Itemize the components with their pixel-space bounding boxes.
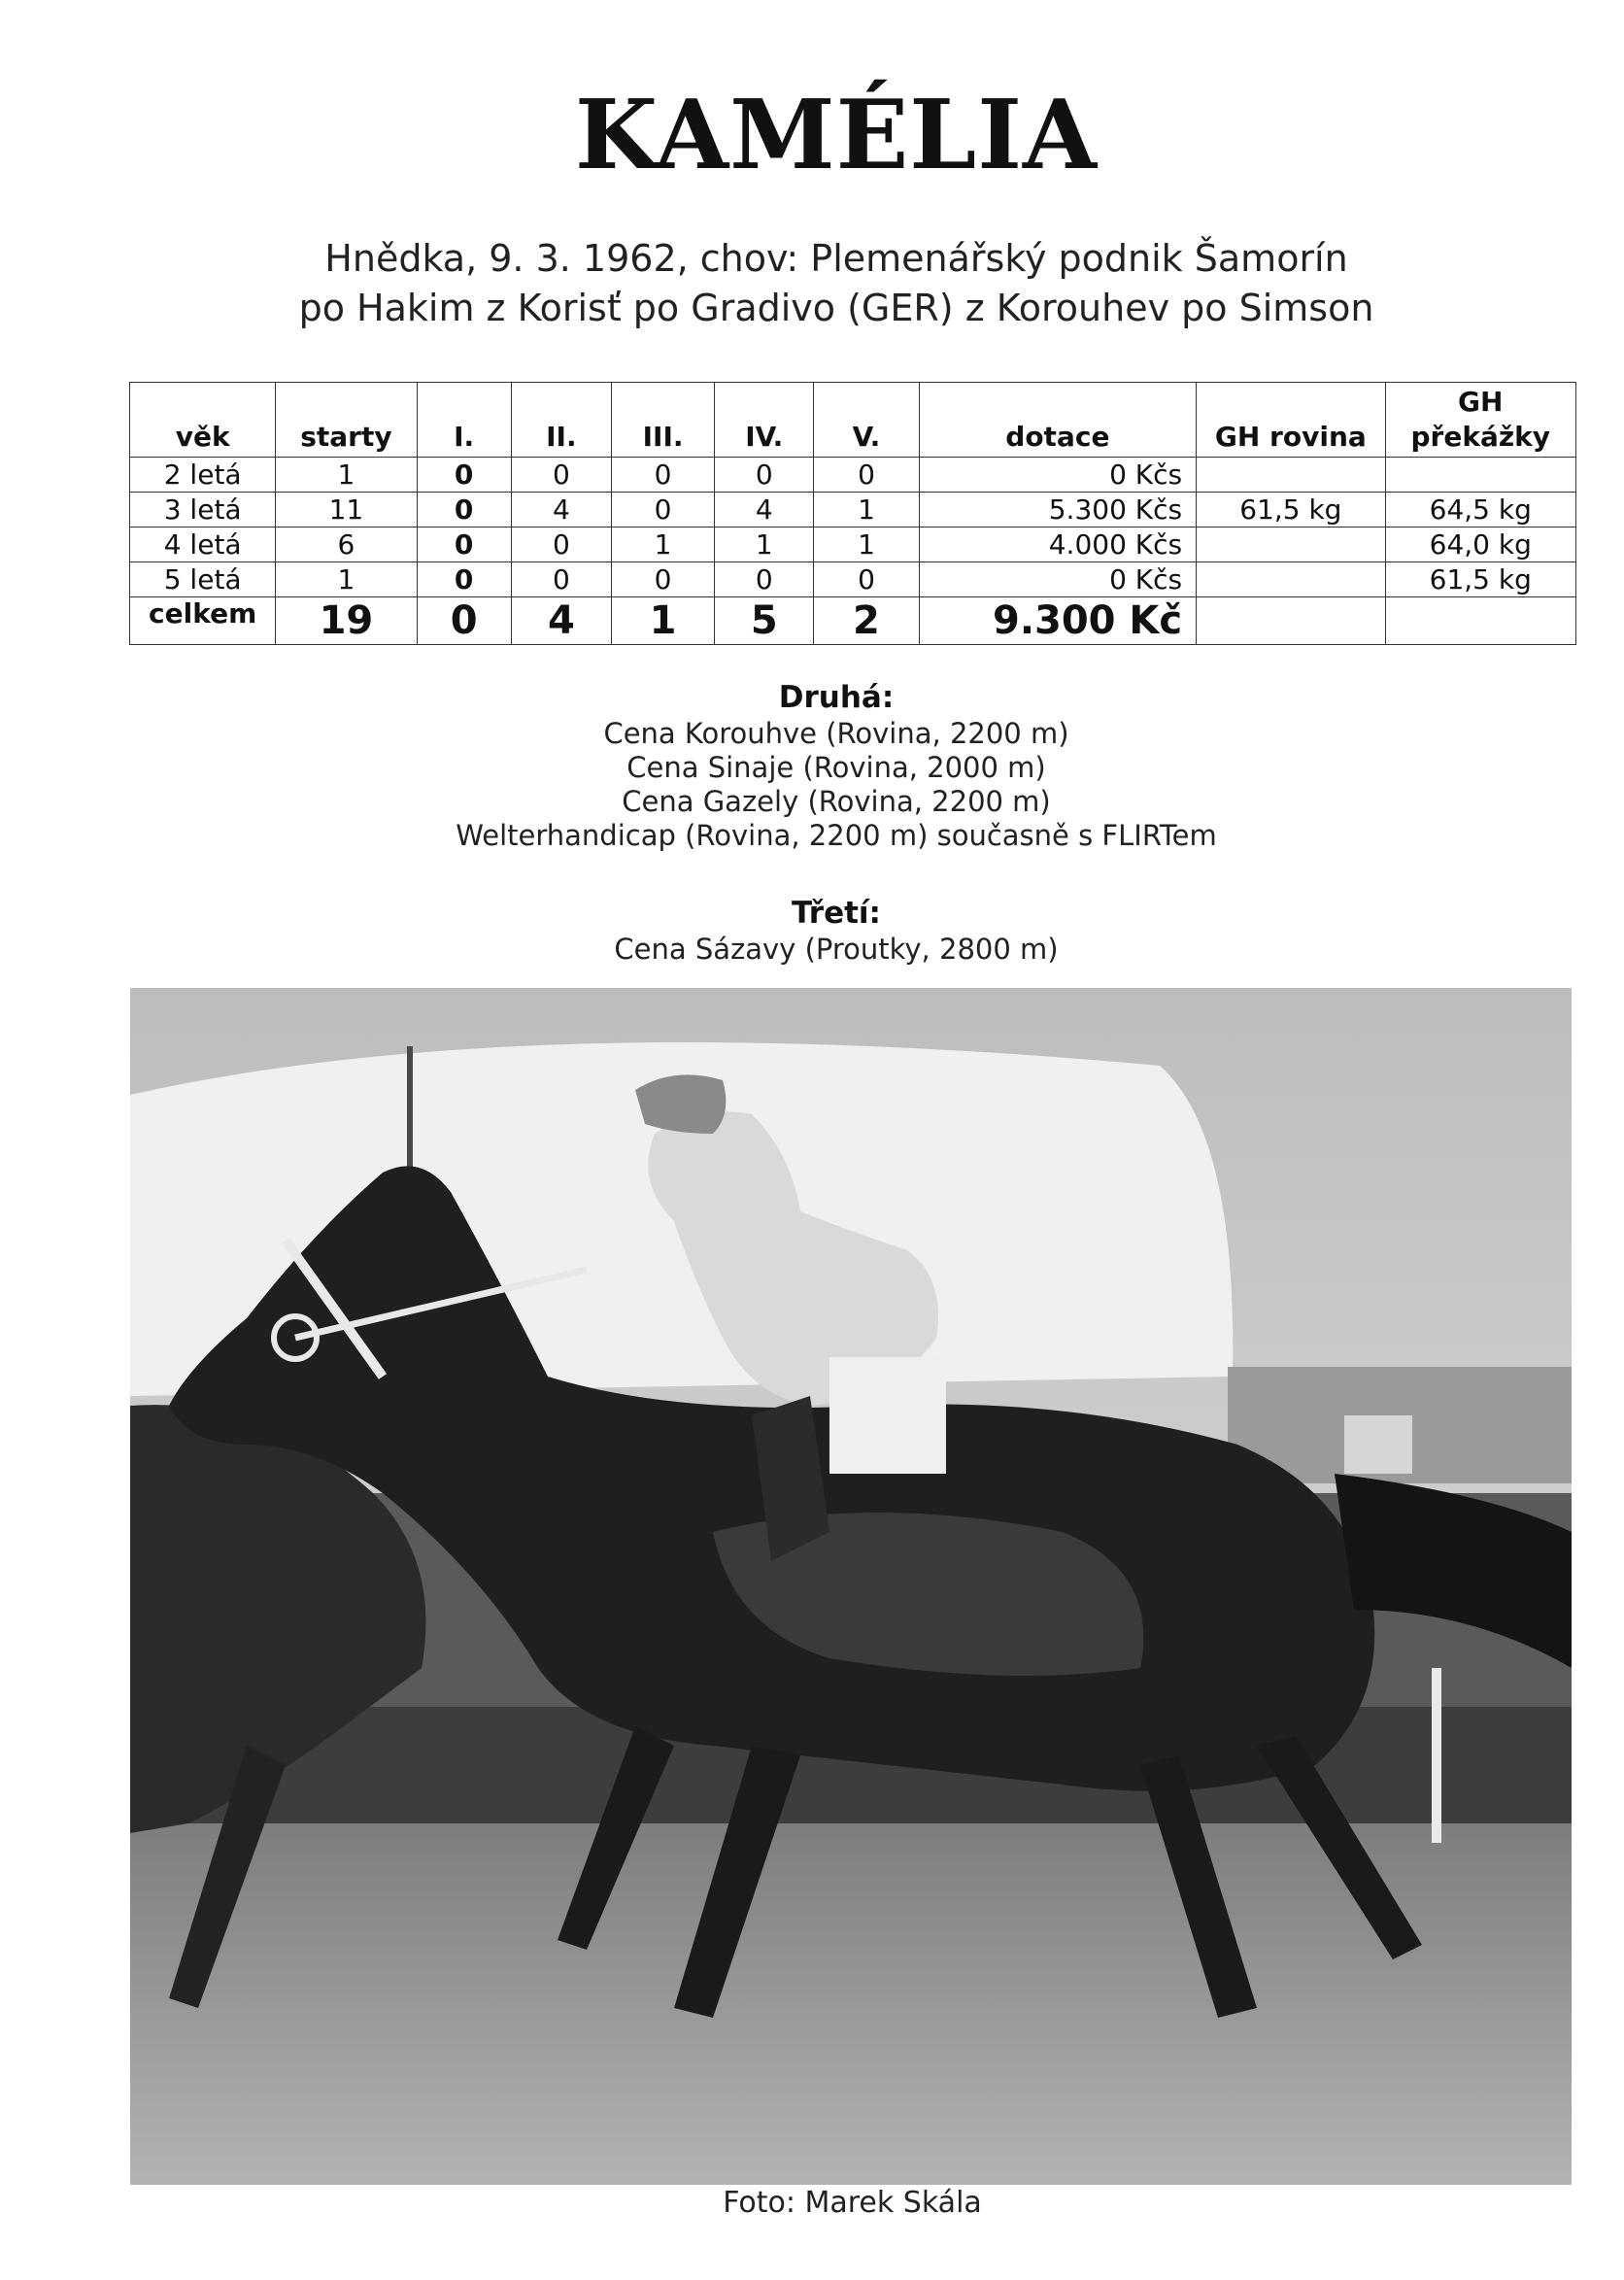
cell-prize-money: 4.000 Kčs bbox=[919, 527, 1197, 562]
total-prize-money: 9.300 Kč bbox=[919, 597, 1197, 645]
third-places-section bbox=[0, 896, 1624, 966]
header-second: II. bbox=[511, 383, 611, 458]
table-row bbox=[130, 458, 1576, 493]
table-row bbox=[130, 527, 1576, 562]
cell-fifth: 1 bbox=[814, 493, 919, 527]
horse-details: Hnědka, 9. 3. 1962, chov: Plemenářský podnik Šamorín bbox=[324, 237, 1348, 280]
second-places-section bbox=[0, 680, 1624, 852]
total-gh-flat bbox=[1197, 597, 1385, 645]
total-gh-jumps bbox=[1385, 597, 1575, 645]
cell-second: 0 bbox=[511, 527, 611, 562]
race-photo bbox=[130, 988, 1572, 2185]
cell-fifth: 0 bbox=[814, 458, 919, 493]
header-gh-flat: GH rovina bbox=[1197, 383, 1385, 458]
total-starts: 19 bbox=[276, 597, 417, 645]
cell-fifth: 0 bbox=[814, 562, 919, 597]
second-place-race: Cena Gazely (Rovina, 2200 m) bbox=[622, 785, 1051, 818]
cell-starts: 6 bbox=[276, 527, 417, 562]
cell-fifth: 1 bbox=[814, 527, 919, 562]
second-places-heading: Druhá: bbox=[778, 680, 895, 715]
header-starts: starty bbox=[276, 383, 417, 458]
cell-fourth: 0 bbox=[715, 562, 814, 597]
cell-age: 3 letá bbox=[130, 493, 276, 527]
pedigree-line: po Hakim z Korisť po Gradivo (GER) z Korouhev po Simson bbox=[298, 287, 1374, 329]
race-stats-table bbox=[129, 382, 1576, 645]
cell-starts: 1 bbox=[276, 562, 417, 597]
cell-gh-flat bbox=[1197, 458, 1385, 493]
cell-first: 0 bbox=[417, 562, 511, 597]
cell-gh-jumps: 64,5 kg bbox=[1385, 493, 1575, 527]
cell-starts: 11 bbox=[276, 493, 417, 527]
cell-gh-flat: 61,5 kg bbox=[1197, 493, 1385, 527]
cell-third: 1 bbox=[611, 527, 714, 562]
cell-second: 0 bbox=[511, 458, 611, 493]
page-title: KAMÉLIA bbox=[574, 80, 1099, 191]
cell-third: 0 bbox=[611, 493, 714, 527]
cell-gh-jumps bbox=[1385, 458, 1575, 493]
cell-gh-flat bbox=[1197, 527, 1385, 562]
total-first: 0 bbox=[417, 597, 511, 645]
table-header-row bbox=[130, 383, 1576, 458]
cell-gh-jumps: 61,5 kg bbox=[1385, 562, 1575, 597]
header-age: věk bbox=[130, 383, 276, 458]
cell-starts: 1 bbox=[276, 458, 417, 493]
cell-fourth: 4 bbox=[715, 493, 814, 527]
header-prize-money: dotace bbox=[919, 383, 1197, 458]
cell-first: 0 bbox=[417, 527, 511, 562]
cell-prize-money: 0 Kčs bbox=[919, 458, 1197, 493]
header-third: III. bbox=[611, 383, 714, 458]
photo-caption: Foto: Marek Skála bbox=[723, 2186, 982, 2220]
cell-first: 0 bbox=[417, 458, 511, 493]
cell-second: 0 bbox=[511, 562, 611, 597]
cell-third: 0 bbox=[611, 458, 714, 493]
header-fifth: V. bbox=[814, 383, 919, 458]
table-row bbox=[130, 562, 1576, 597]
cell-prize-money: 5.300 Kčs bbox=[919, 493, 1197, 527]
total-second: 4 bbox=[511, 597, 611, 645]
cell-gh-flat bbox=[1197, 562, 1385, 597]
cell-first: 0 bbox=[417, 493, 511, 527]
second-place-race: Cena Sinaje (Rovina, 2000 m) bbox=[626, 751, 1046, 784]
cell-age: 5 letá bbox=[130, 562, 276, 597]
total-label: celkem bbox=[130, 597, 276, 645]
table-total-row bbox=[130, 597, 1576, 645]
third-place-race: Cena Sázavy (Proutky, 2800 m) bbox=[614, 933, 1059, 966]
total-third: 1 bbox=[611, 597, 714, 645]
third-places-heading: Třetí: bbox=[792, 896, 881, 931]
cell-third: 0 bbox=[611, 562, 714, 597]
second-place-race: Cena Korouhve (Rovina, 2200 m) bbox=[603, 717, 1069, 750]
cell-second: 4 bbox=[511, 493, 611, 527]
cell-age: 2 letá bbox=[130, 458, 276, 493]
cell-fourth: 0 bbox=[715, 458, 814, 493]
second-place-race: Welterhandicap (Rovina, 2200 m) současně s FLIRTem bbox=[456, 819, 1217, 852]
header-fourth: IV. bbox=[715, 383, 814, 458]
total-fifth: 2 bbox=[814, 597, 919, 645]
cell-gh-jumps: 64,0 kg bbox=[1385, 527, 1575, 562]
total-fourth: 5 bbox=[715, 597, 814, 645]
header-first: I. bbox=[417, 383, 511, 458]
header-gh-jumps: GH překážky bbox=[1385, 383, 1575, 458]
cell-age: 4 letá bbox=[130, 527, 276, 562]
cell-fourth: 1 bbox=[715, 527, 814, 562]
cell-prize-money: 0 Kčs bbox=[919, 562, 1197, 597]
table-row bbox=[130, 493, 1576, 527]
